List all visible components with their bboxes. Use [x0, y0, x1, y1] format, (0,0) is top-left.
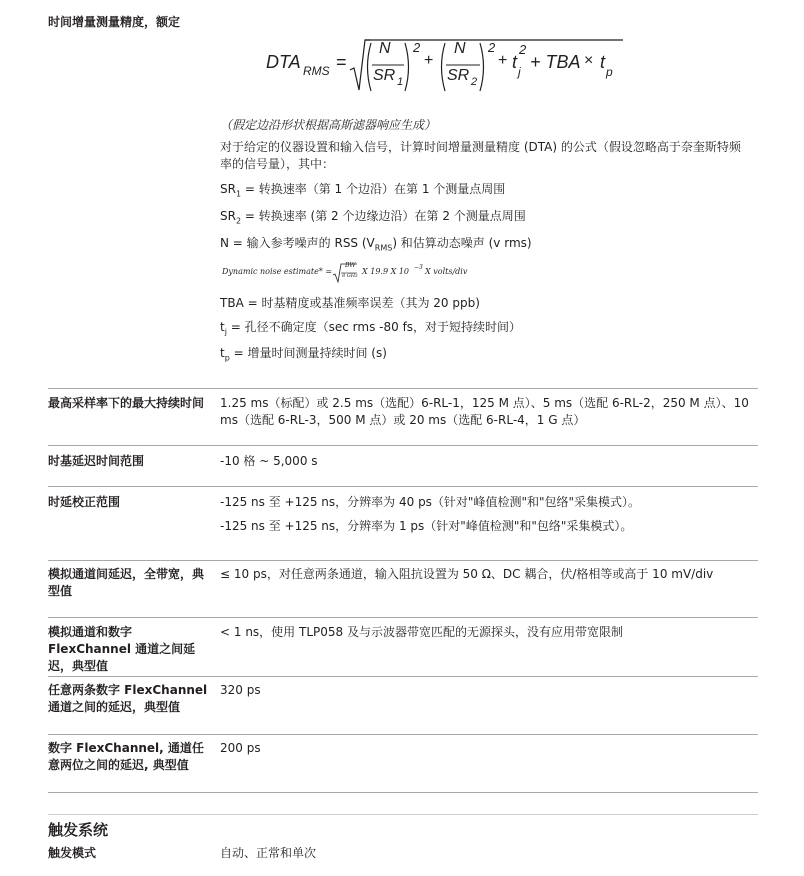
right-paren-2: [479, 42, 487, 92]
left-paren-2: [438, 42, 446, 92]
row-value-deskew-range: -125 ns 至 +125 ns，分辨率为 40 ps（针对"峰值检测"和"包络"采集模式）。: [220, 495, 641, 509]
row-label-deskew-range: 时延校正范围: [48, 495, 121, 509]
def-n-text2: ) 和估算动态噪声 (v rms): [392, 236, 532, 250]
fraction2-denominator: SR: [447, 67, 470, 84]
row-value-analog-digital-skew: < 1 ns，使用 TLP058 及与示波器带宽匹配的无源探头，没有应用带宽限制: [220, 625, 623, 639]
formula-plus-2: +: [498, 52, 508, 69]
def-sr1-sub: 1: [235, 189, 242, 199]
def-tj-name: t: [220, 320, 225, 334]
noise-label: Dynamic noise estimate* =: [222, 267, 333, 276]
row-divider: [48, 388, 758, 389]
row-value-delay-range: -10 格 ~ 5,000 s: [220, 454, 318, 468]
noise-estimate-formula: [222, 262, 522, 284]
def-sr2-name: SR: [220, 209, 236, 223]
section-divider: [48, 814, 758, 815]
def-tj: [220, 319, 521, 340]
row-label-digital-channel-skew: 任意两条数字 FlexChannel 通道之间的延迟，典型值: [48, 683, 208, 714]
def-sr1-text: = 转换速率（第 1 个边沿）在第 1 个测量点周围: [241, 182, 506, 196]
intro-paragraph: 对于给定的仪器设置和输入信号，计算时间增量测量精度 (DTA) 的公式（假设忽略高于奈奎斯特频率的信号量），其中：: [220, 140, 741, 171]
noise-unit: X volts/div: [425, 267, 468, 276]
formula-lhs: DTA: [266, 52, 301, 72]
noise-denominator: 8 GHz: [342, 273, 358, 279]
formula-tj-sub: j: [518, 65, 521, 79]
formula-plus-1: +: [424, 52, 434, 69]
row-divider: [48, 734, 758, 735]
left-paren-1: [364, 42, 372, 92]
def-tp-sub: p: [224, 353, 230, 363]
def-tba: TBA = 时基精度或基准频率误差（其为 20 ppb): [220, 296, 480, 310]
row-label-delay-range: 时基延迟时间范围: [48, 454, 145, 468]
gaussian-note: （假定边沿形状根据高斯滤器响应生成）: [220, 118, 437, 132]
def-tp: [220, 345, 387, 366]
fraction1-denominator: SR: [373, 67, 396, 84]
def-sr2: [220, 208, 526, 229]
trigger-section-title: 触发系统: [48, 821, 109, 839]
row-value-deskew-range-2: -125 ns 至 +125 ns，分辨率为 1 ps（针对"峰值检测"和"包络"采集模式）。: [220, 519, 633, 533]
def-sr1: [220, 181, 505, 202]
noise-numerator: BW: [345, 262, 356, 269]
formula-tp: t: [600, 52, 606, 72]
def-n-sub: RMS: [374, 243, 393, 253]
row-value-digital-channel-skew: 320 ps: [220, 683, 261, 697]
right-paren-1: [404, 42, 412, 92]
formula-tj-power: 2: [519, 42, 527, 57]
row-divider: [48, 676, 758, 677]
formula-eq: =: [336, 52, 347, 72]
row-value-trigger-mode: 自动、正常和单次: [220, 846, 317, 860]
row-divider: [48, 445, 758, 446]
row-label-analog-digital-skew: 模拟通道和数字 FlexChannel 通道之间延迟，典型值: [48, 625, 196, 673]
noise-exponent: −3: [414, 264, 423, 271]
formula-lhs-sub: RMS: [303, 64, 330, 78]
fraction1-bar: [372, 64, 404, 66]
formula-tp-sub: p: [606, 65, 613, 79]
row-value-max-duration: 1.25 ms（标配）或 2.5 ms（选配）6-RL-1，125 M 点）、5 ms（选配 6-RL-2，250 M 点）、10 ms（选配 6-RL-3，500 M 点）或 20 ms（选配 6-RL-4，1 G 点）: [220, 396, 749, 427]
row-divider: [48, 560, 758, 561]
row-value-digital-bit-skew: 200 ps: [220, 741, 261, 755]
fraction2-den-sub: 2: [471, 76, 478, 88]
fraction2-power: 2: [488, 40, 496, 55]
def-tj-text: = 孔径不确定度（sec rms -80 fs，对于短持续时间）: [226, 320, 522, 334]
formula-tj: t: [512, 52, 518, 72]
noise-rest: X 19.9 X 10: [362, 267, 410, 276]
row-label-digital-bit-skew: 数字 FlexChannel, 通道任意两位之间的延迟, 典型值: [48, 741, 204, 772]
def-sr1-name: SR: [220, 182, 236, 196]
row-divider: [48, 617, 758, 618]
row-value-analog-skew: ≤ 10 ps，对任意两条通道，输入阻抗设置为 50 Ω、DC 耦合，伏/格相等或高于 10 mV/div: [220, 567, 714, 581]
def-n-text1: N = 输入参考噪声的 RSS (V: [220, 236, 375, 250]
formula-tba: + TBA: [530, 52, 581, 72]
row-divider: [48, 792, 758, 793]
dta-formula: [262, 38, 622, 94]
def-tj-sub: j: [224, 327, 227, 337]
section-heading: 时间增量测量精度，额定: [48, 15, 181, 29]
def-tp-text: = 增量时间测量持续时间 (s): [229, 346, 387, 360]
fraction2-bar: [446, 64, 480, 66]
fraction1-power: 2: [413, 40, 421, 55]
def-sr2-text: = 转换速率 (第 2 个边缘边沿）在第 2 个测量点周围: [241, 209, 526, 223]
def-tp-name: t: [220, 346, 225, 360]
fraction1-den-sub: 1: [397, 76, 404, 88]
row-label-max-duration: 最高采样率下的最大持续时间: [48, 396, 205, 410]
row-label-analog-skew: 模拟通道间延迟，全带宽，典型值: [48, 567, 205, 598]
formula-times: ×: [584, 52, 594, 69]
fraction2-numerator: N: [454, 40, 466, 57]
fraction1-numerator: N: [379, 40, 391, 57]
def-n: [220, 235, 532, 256]
def-sr2-sub: 2: [235, 216, 242, 226]
row-label-trigger-mode: 触发模式: [48, 846, 97, 860]
row-divider: [48, 486, 758, 487]
